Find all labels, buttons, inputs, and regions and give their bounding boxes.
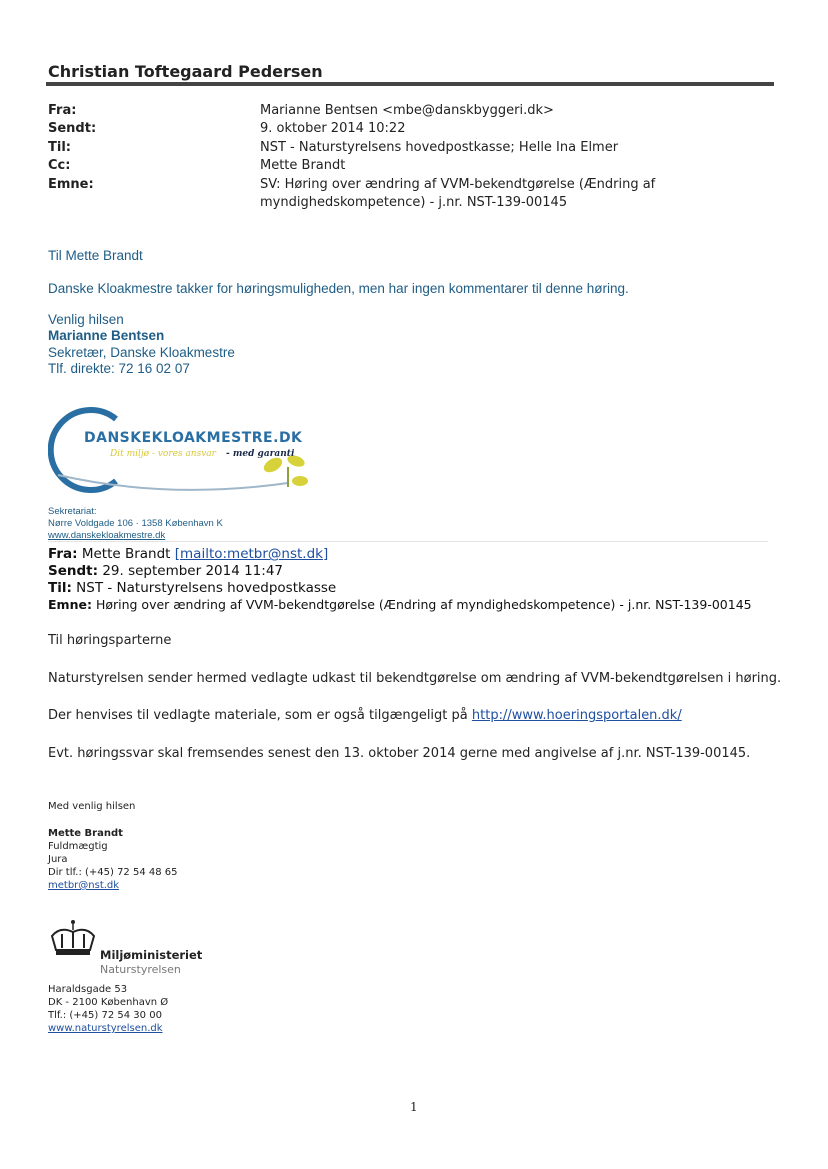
fwd-paragraph-3: Evt. høringssvar skal fremsendes senest den 13. oktober 2014 gerne med angivelse af j.nr. NST-139-00145. <box>48 746 751 761</box>
secretariat-url[interactable]: www.danskekloakmestre.dk <box>48 530 166 541</box>
agency-name: Naturstyrelsen <box>100 963 181 976</box>
cc-label: Cc: <box>48 158 71 173</box>
sig-name: Mette Brandt <box>48 828 123 839</box>
fwd-sent-value: 29. september 2014 11:47 <box>102 563 284 579</box>
fwd-to-value: NST - Naturstyrelsens hovedpostkasse <box>76 580 337 596</box>
fwd-paragraph-2-text: Der henvises til vedlagte materiale, som er også tilgængeligt på <box>48 708 468 723</box>
header-rule <box>46 82 774 86</box>
reply-body: Danske Kloakmestre takker for høringsmuligheden, men har ingen kommentarer til denne høring. <box>48 281 629 296</box>
hoeringsportalen-link[interactable]: http://www.hoeringsportalen.dk/ <box>471 708 682 723</box>
fwd-paragraph-2 <box>48 708 682 723</box>
subject-label: Emne: <box>48 177 94 192</box>
cc-value: Mette Brandt <box>260 158 346 173</box>
fwd-to-label: Til: <box>48 580 72 596</box>
secretariat-address: Nørre Voldgade 106 · 1358 København K <box>48 518 223 529</box>
fwd-from-mailto[interactable]: [mailto:metbr@nst.dk] <box>174 546 329 562</box>
sig-phone: Dir tlf.: (+45) 72 54 48 65 <box>48 867 178 878</box>
to-value: NST - Naturstyrelsens hovedpostkasse; Helle Ina Elmer <box>260 140 619 155</box>
logo-tagline-guarantee: - med garanti <box>226 449 295 459</box>
agency-city: DK - 2100 København Ø <box>48 997 169 1008</box>
fwd-from-line <box>48 546 328 562</box>
logo-wordmark: DANSKEKLOAKMESTRE.DK <box>84 430 303 446</box>
agency-tel: Tlf.: (+45) 72 54 30 00 <box>48 1010 162 1021</box>
fwd-sent-label: Sendt: <box>48 563 99 579</box>
fwd-greeting: Til høringsparterne <box>48 633 172 648</box>
page-number: 1 <box>410 1100 418 1114</box>
reply-name: Marianne Bentsen <box>48 328 165 343</box>
agency-street: Haraldsgade 53 <box>48 984 128 995</box>
fwd-paragraph-1: Naturstyrelsen sender hermed vedlagte udkast til bekendtgørelse om ændring af VVM-bekendtgørelsen i høring. <box>48 671 782 686</box>
sent-label: Sendt: <box>48 121 97 136</box>
sent-value: 9. oktober 2014 10:22 <box>260 121 406 136</box>
danske-kloakmestre-logo <box>48 405 310 495</box>
fwd-from-label: Fra: <box>48 546 78 562</box>
fwd-to-line <box>48 580 336 596</box>
subject-value-cont: myndighedskompetence) - j.nr. NST-139-00145 <box>260 195 568 210</box>
sig-dept: Jura <box>48 854 68 865</box>
fwd-subject-value: Høring over ændring af VVM-bekendtgørelse (Ændring af myndighedskompetence) - j.nr. NST-139-00145 <box>95 597 752 612</box>
reply-phone: Tlf. direkte: 72 16 02 07 <box>48 361 190 376</box>
fwd-from-name: Mette Brandt <box>81 546 171 562</box>
fwd-sent-line <box>48 563 283 579</box>
from-label: Fra: <box>48 103 77 118</box>
from-value: Marianne Bentsen <mbe@danskbyggeri.dk> <box>260 103 554 118</box>
separator-rule <box>48 541 768 542</box>
subject-value: SV: Høring over ændring af VVM-bekendtgørelse (Ændring af <box>260 177 656 192</box>
sender-name: Christian Toftegaard Pedersen <box>48 62 323 81</box>
reply-title: Sekretær, Danske Kloakmestre <box>48 345 235 360</box>
sig-email[interactable]: metbr@nst.dk <box>48 880 120 891</box>
sig-closing: Med venlig hilsen <box>48 801 136 812</box>
agency-web[interactable]: www.naturstyrelsen.dk <box>48 1023 163 1034</box>
logo-tagline: Dit miljø - vores ansvar <box>110 449 216 459</box>
to-label: Til: <box>48 140 71 155</box>
fwd-subject-line <box>48 597 752 612</box>
reply-closing: Venlig hilsen <box>48 312 124 327</box>
ministry-name: Miljøministeriet <box>100 948 203 962</box>
secretariat-label: Sekretariat: <box>48 506 97 517</box>
fwd-subject-label: Emne: <box>48 597 92 612</box>
crown-icon <box>48 918 98 960</box>
reply-greeting: Til Mette Brandt <box>48 248 143 263</box>
sig-role: Fuldmægtig <box>48 841 108 852</box>
